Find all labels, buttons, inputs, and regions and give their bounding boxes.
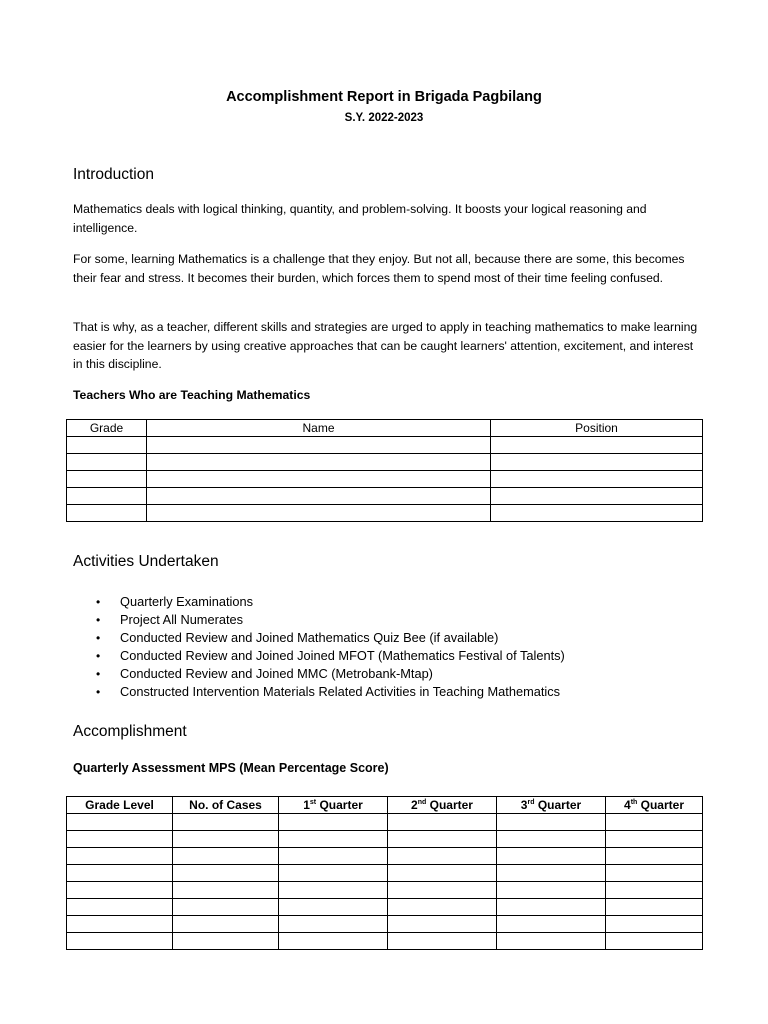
table-cell[interactable] bbox=[279, 899, 388, 916]
teachers-table-header bbox=[67, 420, 703, 437]
table-cell[interactable] bbox=[67, 916, 173, 933]
table-cell[interactable] bbox=[606, 848, 703, 865]
table-cell[interactable] bbox=[388, 882, 497, 899]
q4-number: 4 bbox=[624, 798, 631, 812]
table-cell[interactable] bbox=[279, 814, 388, 831]
table-cell[interactable] bbox=[606, 814, 703, 831]
table-cell[interactable] bbox=[67, 505, 147, 522]
table-cell[interactable] bbox=[497, 882, 606, 899]
table-row bbox=[67, 899, 703, 916]
table-cell[interactable] bbox=[67, 831, 173, 848]
table-cell[interactable] bbox=[606, 865, 703, 882]
table-cell[interactable] bbox=[497, 933, 606, 950]
table-cell[interactable] bbox=[388, 916, 497, 933]
table-cell[interactable] bbox=[67, 899, 173, 916]
assessment-caption: Quarterly Assessment MPS (Mean Percentage Score) bbox=[73, 761, 389, 775]
table-cell[interactable] bbox=[606, 916, 703, 933]
bullet-icon: • bbox=[96, 667, 101, 681]
table-cell[interactable] bbox=[67, 814, 173, 831]
table-row bbox=[67, 933, 703, 950]
table-cell[interactable] bbox=[497, 899, 606, 916]
table-cell[interactable] bbox=[606, 933, 703, 950]
intro-paragraph-1: Mathematics deals with logical thinking, quantity, and problem-solving. It boosts your logical reasoning and intelligence. bbox=[73, 202, 647, 235]
table-cell[interactable] bbox=[173, 899, 279, 916]
teachers-caption: Teachers Who are Teaching Mathematics bbox=[73, 388, 311, 402]
table-cell[interactable] bbox=[491, 471, 703, 488]
table-row bbox=[67, 865, 703, 882]
accomplishment-heading: Accomplishment bbox=[73, 723, 187, 740]
table-row bbox=[67, 814, 703, 831]
table-cell[interactable] bbox=[67, 488, 147, 505]
table-cell[interactable] bbox=[606, 831, 703, 848]
q2-suffix: nd bbox=[417, 799, 427, 806]
table-cell[interactable] bbox=[67, 471, 147, 488]
q1-suffix: st bbox=[309, 799, 317, 806]
table-row bbox=[67, 488, 703, 505]
list-item bbox=[96, 629, 565, 647]
table-cell[interactable] bbox=[67, 865, 173, 882]
table-cell[interactable] bbox=[147, 505, 491, 522]
bullet-icon: • bbox=[96, 649, 101, 663]
table-row bbox=[67, 454, 703, 471]
intro-paragraph-2: For some, learning Mathematics is a challenge that they enjoy. But not all, because there are some, this becomes their fear and stress. It becomes their burden, which forces them to spend most of their time feeling confused. bbox=[73, 252, 685, 285]
table-cell[interactable] bbox=[173, 933, 279, 950]
table-cell[interactable] bbox=[147, 454, 491, 471]
table-cell[interactable] bbox=[388, 933, 497, 950]
table-cell[interactable] bbox=[147, 471, 491, 488]
q2-label: Quarter bbox=[429, 798, 473, 812]
header-no-of-cases: No. of Cases bbox=[173, 797, 279, 814]
list-item-text: Constructed Intervention Materials Related Activities in Teaching Mathematics bbox=[120, 684, 561, 699]
table-cell[interactable] bbox=[173, 814, 279, 831]
table-cell[interactable] bbox=[606, 899, 703, 916]
table-cell[interactable] bbox=[147, 437, 491, 454]
table-cell[interactable] bbox=[67, 933, 173, 950]
bullet-icon: • bbox=[96, 685, 101, 699]
table-cell[interactable] bbox=[491, 454, 703, 471]
bullet-icon: • bbox=[96, 613, 101, 627]
table-cell[interactable] bbox=[497, 848, 606, 865]
table-cell[interactable] bbox=[388, 865, 497, 882]
table-cell[interactable] bbox=[173, 831, 279, 848]
school-year: S.Y. 2022-2023 bbox=[344, 112, 424, 124]
table-cell[interactable] bbox=[388, 899, 497, 916]
table-cell[interactable] bbox=[388, 831, 497, 848]
header-position: Position bbox=[491, 420, 703, 437]
header-fourth-quarter bbox=[606, 797, 703, 814]
q1-number: 1 bbox=[303, 798, 310, 812]
list-item-text: Conducted Review and Joined Mathematics Quiz Bee (if available) bbox=[120, 630, 499, 645]
table-cell[interactable] bbox=[279, 933, 388, 950]
header-name: Name bbox=[147, 420, 491, 437]
list-item-text: Conducted Review and Joined MMC (Metrobank-Mtap) bbox=[120, 666, 433, 681]
list-item-text: Quarterly Examinations bbox=[120, 594, 253, 609]
teachers-table bbox=[66, 419, 703, 522]
header-grade: Grade bbox=[67, 420, 147, 437]
activities-heading: Activities Undertaken bbox=[73, 553, 219, 570]
intro-paragraph-3: That is why, as a teacher, different skills and strategies are urged to apply in teaching mathematics to make learning easier for the learners by using creative approaches that can be caught learners' attention, excitement, and interest in this discipline. bbox=[73, 320, 698, 371]
table-row bbox=[67, 831, 703, 848]
table-cell[interactable] bbox=[67, 437, 147, 454]
assessment-table bbox=[66, 796, 703, 950]
q4-label: Quarter bbox=[640, 798, 684, 812]
activities-list bbox=[96, 593, 565, 701]
table-cell[interactable] bbox=[491, 437, 703, 454]
table-cell[interactable] bbox=[67, 848, 173, 865]
list-item bbox=[96, 593, 565, 611]
list-item bbox=[96, 683, 565, 701]
table-cell[interactable] bbox=[147, 488, 491, 505]
header-third-quarter bbox=[497, 797, 606, 814]
bullet-icon: • bbox=[96, 631, 101, 645]
table-cell[interactable] bbox=[497, 865, 606, 882]
table-cell[interactable] bbox=[279, 848, 388, 865]
table-cell[interactable] bbox=[606, 882, 703, 899]
table-cell[interactable] bbox=[497, 831, 606, 848]
q1-label: Quarter bbox=[319, 798, 363, 812]
q4-suffix: th bbox=[630, 799, 638, 806]
table-cell[interactable] bbox=[491, 505, 703, 522]
q2-number: 2 bbox=[411, 798, 418, 812]
table-cell[interactable] bbox=[279, 865, 388, 882]
table-cell[interactable] bbox=[497, 916, 606, 933]
table-row bbox=[67, 916, 703, 933]
q3-label: Quarter bbox=[537, 798, 582, 812]
list-item-text: Project All Numerates bbox=[120, 612, 244, 627]
table-cell[interactable] bbox=[497, 814, 606, 831]
table-row bbox=[67, 882, 703, 899]
header-second-quarter bbox=[388, 797, 497, 814]
bullet-icon: • bbox=[96, 595, 101, 609]
table-cell[interactable] bbox=[279, 882, 388, 899]
list-item bbox=[96, 611, 565, 629]
table-cell[interactable] bbox=[388, 848, 497, 865]
table-row bbox=[67, 848, 703, 865]
table-cell[interactable] bbox=[67, 454, 147, 471]
list-item-text: Conducted Review and Joined Joined MFOT (Mathematics Festival of Talents) bbox=[120, 648, 565, 663]
table-cell[interactable] bbox=[173, 882, 279, 899]
list-item bbox=[96, 665, 565, 683]
q3-suffix: rd bbox=[527, 799, 535, 806]
table-cell[interactable] bbox=[279, 831, 388, 848]
introduction-heading: Introduction bbox=[73, 166, 154, 183]
table-row bbox=[67, 471, 703, 488]
table-cell[interactable] bbox=[388, 814, 497, 831]
table-cell[interactable] bbox=[491, 488, 703, 505]
assessment-table-header bbox=[67, 797, 703, 814]
document-title: Accomplishment Report in Brigada Pagbilang bbox=[226, 89, 542, 105]
table-cell[interactable] bbox=[173, 865, 279, 882]
table-cell[interactable] bbox=[279, 916, 388, 933]
table-row bbox=[67, 437, 703, 454]
q3-number: 3 bbox=[520, 798, 528, 812]
table-cell[interactable] bbox=[173, 848, 279, 865]
header-first-quarter bbox=[279, 797, 388, 814]
table-cell[interactable] bbox=[173, 916, 279, 933]
list-item bbox=[96, 647, 565, 665]
table-row bbox=[67, 505, 703, 522]
table-cell[interactable] bbox=[67, 882, 173, 899]
header-grade-level: Grade Level bbox=[67, 797, 173, 814]
